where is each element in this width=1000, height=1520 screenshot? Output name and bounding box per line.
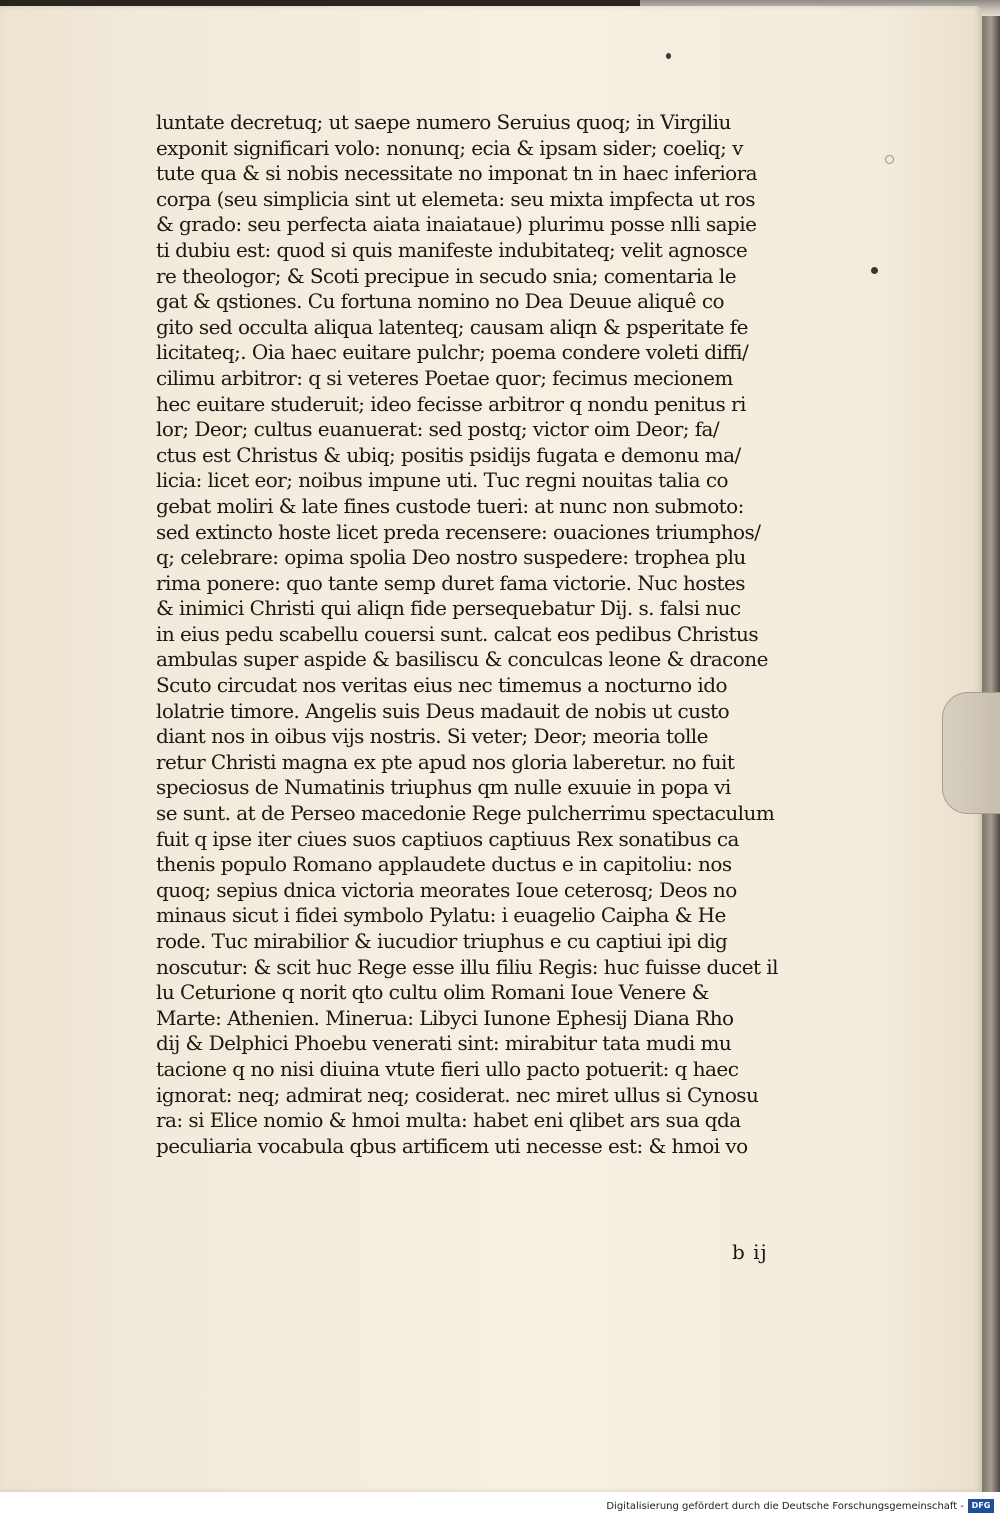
text-line: ignorat: neq; admirat neq; cosiderat. nec miret ullus si Cynosu [156,1082,759,1107]
text-line: sed extincto hoste licet preda recensere: ouaciones triumphos/ [156,519,761,544]
text-line: gebat moliri & late fines custode tueri: at nunc non submoto: [156,493,744,518]
text-line: lolatrie timore. Angelis suis Deus madauit de nobis ut custo [156,698,730,723]
text-line: minaus sicut i fidei symbolo Pylatu: i euagelio Caipha & He [156,903,726,928]
book-clasp-tab [942,692,1000,814]
text-line: lu Ceturione q norit qto cultu olim Romani Ioue Venere & [156,980,709,1005]
text-line: tacione q no nisi diuina vtute fieri ullo pacto potuerit: q haec [156,1056,739,1081]
text-line: dij & Delphici Phoebu venerati sint: mirabitur tata mudi mu [156,1031,732,1056]
ink-spot [871,267,878,274]
text-line: diant nos in oibus vijs nostris. Si veter; Deor; meoria tolle [156,724,708,749]
text-line: re theologor; & Scoti precipue in secudo snia; comentaria le [156,263,736,288]
text-line: ra: si Elice nomio & hmoi multa: habet eni qlibet ars sua qda [156,1108,741,1133]
paper-mark [885,155,894,164]
incunable-text-block [156,110,832,1159]
text-line: quoq; sepius dnica victoria meorates Ioue ceterosq; Deos no [156,877,737,902]
text-line: se sunt. at de Perseo macedonie Rege pulcherrimu spectaculum [156,801,775,826]
text-line: fuit q ipse iter ciues suos captiuos captiuus Rex sonatibus ca [156,826,739,851]
text-line: licitateq;. Oia haec euitare pulchr; poema condere voleti diffi/ [156,340,749,365]
text-line: luntate decretuq; ut saepe numero Seruius quoq; in Virgiliu [156,110,731,134]
signature-mark: b ij [732,1240,768,1264]
text-line: hec euitare studeruit; ideo fecisse arbitror q nondu penitus ri [156,391,746,416]
text-line: noscutur: & scit huc Rege esse illu filiu Regis: huc fuisse ducet il [156,954,778,979]
text-line: rima ponere: quo tante semp duret fama victorie. Nuc hostes [156,570,745,595]
text-line: in eius pedu scabellu couersi sunt. calcat eos pedibus Christus [156,621,759,646]
dfg-logo-icon: DFG [968,1499,994,1513]
text-line: retur Christi magna ex pte apud nos gloria laberetur. no fuit [156,749,735,774]
text-line: & inimici Christi qui aliqn fide persequebatur Dij. s. falsi nuc [156,596,741,621]
footer-bar [0,1492,1000,1520]
text-line: & grado: seu perfecta aiata inaiataue) plurimu posse nlli sapie [156,212,757,237]
text-line: ti dubiu est: quod si quis manifeste indubitateq; velit agnosce [156,237,748,262]
text-line: thenis populo Romano applaudete ductus e in capitoliu: nos [156,852,732,877]
text-line: q; celebrare: opima spolia Deo nostro suspedere: trophea plu [156,545,746,570]
footer-credit: Digitalisierung gefördert durch die Deutsche Forschungsgemeinschaft - [606,1501,964,1512]
text-line: Marte: Athenien. Minerua: Libyci Iunone Ephesij Diana Rho [156,1005,734,1030]
text-line: rode. Tuc mirabilior & iucudior triuphus e cu captiui ipi dig [156,929,728,953]
text-line: ambulas super aspide & basiliscu & conculcas leone & dracone [156,647,768,672]
book-page [0,6,982,1492]
text-line: speciosus de Numatinis triuphus qm nulle exuuie in popa vi [156,775,731,800]
text-line: tute qua & si nobis necessitate no imponat tn in haec inferiora [156,161,758,186]
text-line: gat & qstiones. Cu fortuna nomino no Dea Deuue aliquê co [156,289,724,314]
text-line: peculiaria vocabula qbus artificem uti necesse est: & hmoi vo [156,1133,748,1158]
text-line: gito sed occulta aliqua latenteq; causam aliqn & psperitate fe [156,314,748,339]
text-line: lor; Deor; cultus euanuerat: sed postq; victor oim Deor; fa/ [156,417,720,442]
text-line: Scuto circudat nos veritas eius nec timemus a nocturno ido [156,673,728,698]
text-line: corpa (seu simplicia sint ut elemeta: seu mixta impfecta ut ros [156,186,755,211]
ink-spot [666,53,671,59]
text-line: exponit significari volo: nonunq; ecia & ipsam sider; coeliq; v [156,135,743,160]
text-line: licia: licet eor; noibus impune uti. Tuc regni nouitas talia co [156,468,728,493]
text-line: cilimu arbitror: q si veteres Poetae quor; fecimus mecionem [156,365,733,390]
text-line: ctus est Christus & ubiq; positis psidijs fugata e demonu ma/ [156,442,741,467]
